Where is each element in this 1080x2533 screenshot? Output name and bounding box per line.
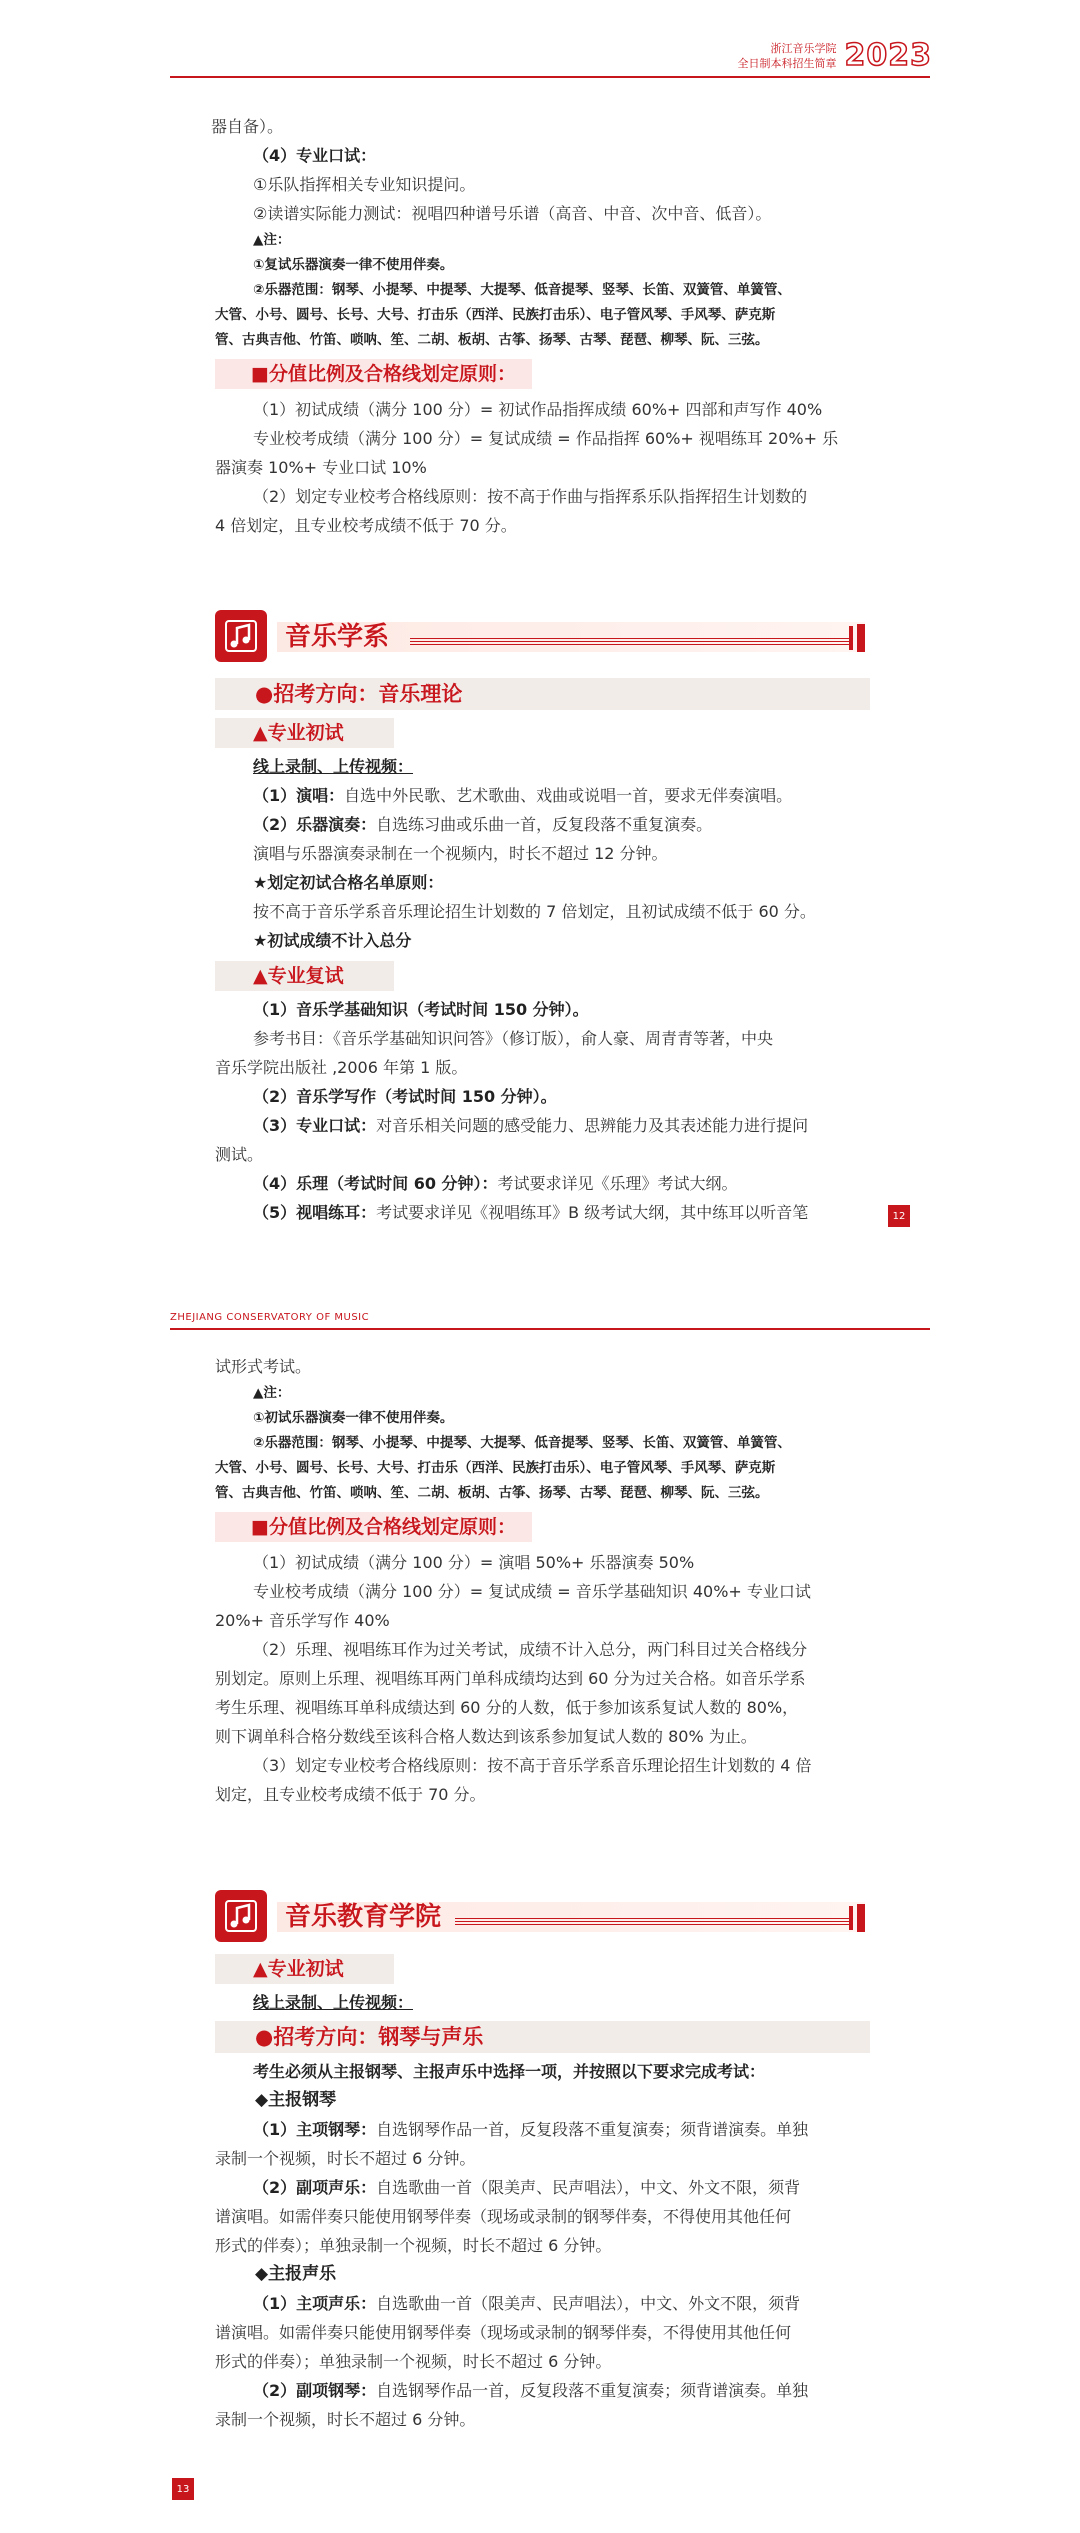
- text-line: 演唱与乐器演奏录制在一个视频内，时长不超过 12 分钟。: [253, 844, 668, 863]
- text-line: ①乐队指挥相关专业知识提问。: [253, 175, 476, 194]
- text-line: （3）划定专业校考合格线原则：按不高于音乐学系音乐理论招生计划数的 4 倍: [253, 1756, 812, 1775]
- text-line: 形式的伴奏）；单独录制一个视频，时长不超过 6 分钟。: [215, 2236, 612, 2255]
- text-line: 录制一个视频，时长不超过 6 分钟。: [215, 2410, 476, 2429]
- prelim-heading: ▲专业初试: [215, 718, 394, 748]
- theory-label: （4）乐理（考试时间 60 分钟）：: [253, 1174, 498, 1193]
- text-line: （1）初试成绩（满分 100 分）= 演唱 50%+ 乐器演奏 50%: [253, 1553, 695, 1572]
- section-title: 音乐学系: [285, 622, 390, 652]
- note-line: 管、古典吉他、竹笛、唢呐、笙、二胡、板胡、古筝、扬琴、古琴、琵琶、柳琴、阮、三弦。: [215, 1485, 769, 1501]
- text-line: 则下调单科合格分数线至该科合格人数达到该系参加复试人数的 80% 为止。: [215, 1727, 757, 1746]
- section-title: 音乐教育学院: [285, 1902, 442, 1932]
- note-line: 管、古典吉他、竹笛、唢呐、笙、二胡、板胡、古筝、扬琴、古琴、琵琶、柳琴、阮、三弦。: [215, 332, 769, 348]
- text-line: 参考书目：《音乐学基础知识问答》（修订版），俞人豪、周青青等著，中央: [253, 1029, 774, 1048]
- main-vocal-text: 自选歌曲一首（限美声、民声唱法），中文、外文不限，须背: [376, 2294, 801, 2313]
- sing-text: 自选中外民歌、艺术歌曲、戏曲或说唱一首，要求无伴奏演唱。: [344, 786, 793, 805]
- music-note-icon: [215, 1890, 267, 1942]
- main-piano-text: 自选钢琴作品一首，反复段落不重复演奏；须背谱演奏。单独: [376, 2120, 809, 2139]
- music-note-icon: [215, 610, 267, 662]
- text-line: 考生乐理、视唱练耳单科成绩达到 60 分的人数，低于参加该系复试人数的 80%，: [215, 1698, 799, 1717]
- text-line: 专业校考成绩（满分 100 分）= 复试成绩 = 音乐学基础知识 40%+ 专业口试: [253, 1582, 811, 1601]
- conducting-section-continued: [211, 112, 870, 540]
- piano-heading: ◆主报钢琴: [255, 2090, 337, 2110]
- prelim-heading: ▲专业初试: [215, 1954, 394, 1984]
- intro-text: 考生必须从主报钢琴、主报声乐中选择一项，并按照以下要求完成考试：: [253, 2062, 766, 2081]
- text-line: （1）音乐学基础知识（考试时间 150 分钟）。: [253, 1000, 589, 1019]
- text-line: 别划定。原则上乐理、视唱练耳两门单科成绩均达到 60 分为过关合格。如音乐学系: [215, 1669, 806, 1688]
- text-line: 器演奏 10%+ 专业口试 10%: [215, 458, 427, 477]
- minor-vocal-text: 自选歌曲一首（限美声、民声唱法），中文、外文不限，须背: [376, 2178, 801, 2197]
- main-piano-label: （1）主项钢琴：: [253, 2120, 377, 2139]
- theory-text: 考试要求详见《乐理》考试大纲。: [497, 1174, 738, 1193]
- musicology-section: [215, 674, 870, 1227]
- musicology-section-continued: [215, 1352, 870, 1809]
- page-number: 12: [888, 1205, 910, 1227]
- note-line: ②乐器范围：钢琴、小提琴、中提琴、大提琴、低音提琴、竖琴、长笛、双簧管、单簧管、: [253, 282, 791, 298]
- minor-piano-text: 自选钢琴作品一首，反复段落不重复演奏；须背谱演奏。单独: [376, 2381, 809, 2400]
- vocal-heading: ◆主报声乐: [255, 2264, 337, 2284]
- direction-heading: ●招考方向：音乐理论: [215, 678, 870, 710]
- ear-label: （5）视唱练耳：: [253, 1203, 377, 1222]
- english-header: ZHEJIANG CONSERVATORY OF MUSIC: [170, 1312, 370, 1323]
- text-line: 专业校考成绩（满分 100 分）= 复试成绩 = 作品指挥 60%+ 视唱练耳 20%+ 乐: [253, 429, 839, 448]
- online-label: 线上录制、上传视频：: [253, 757, 414, 776]
- text-line: 4 倍划定，且专业校考成绩不低于 70 分。: [215, 516, 517, 535]
- minor-vocal-label: （2）副项声乐：: [253, 2178, 377, 2197]
- no-total-note: ★初试成绩不计入总分: [253, 931, 412, 950]
- year-badge: 2023: [844, 38, 932, 73]
- page-13: [0, 1312, 1080, 2533]
- text-line: （2）划定专业校考合格线原则：按不高于作曲与指挥系乐队指挥招生计划数的: [253, 487, 808, 506]
- header-divider: [170, 1328, 930, 1330]
- text-line: 谱演唱。如需伴奏只能使用钢琴伴奏（现场或录制的钢琴伴奏，不得使用其他任何: [215, 2323, 792, 2342]
- text-line: 录制一个视频，时长不超过 6 分钟。: [215, 2149, 476, 2168]
- page-header: [738, 38, 933, 73]
- direction-heading: ●招考方向：钢琴与声乐: [215, 2021, 870, 2053]
- oral-label: （3）专业口试：: [253, 1116, 377, 1135]
- instrument-label: （2）乐器演奏：: [253, 815, 377, 834]
- text-line: （4）专业口试：: [253, 146, 377, 165]
- main-vocal-label: （1）主项声乐：: [253, 2294, 377, 2313]
- note-line: ②乐器范围：钢琴、小提琴、中提琴、大提琴、低音提琴、竖琴、长笛、双簧管、单簧管、: [253, 1435, 791, 1451]
- text-line: 音乐学院出版社 ,2006 年第 1 版。: [215, 1058, 468, 1077]
- text-line: 测试。: [215, 1145, 264, 1164]
- online-label: 线上录制、上传视频：: [253, 1993, 414, 2012]
- brochure-name: 全日制本科招生简章: [737, 56, 837, 70]
- sing-label: （1）演唱：: [253, 786, 345, 805]
- text-line: （2）音乐学写作（考试时间 150 分钟）。: [253, 1087, 557, 1106]
- score-heading: ■分值比例及合格线划定原则：: [215, 359, 532, 389]
- text-line: 划定，且专业校考成绩不低于 70 分。: [215, 1785, 486, 1804]
- text-line: 形式的伴奏）；单独录制一个视频，时长不超过 6 分钟。: [215, 2352, 612, 2371]
- note-line: 大管、小号、圆号、长号、大号、打击乐（西洋、民族打击乐）、电子管风琴、手风琴、萨克斯: [215, 307, 776, 323]
- oral-text: 对音乐相关问题的感受能力、思辨能力及其表述能力进行提问: [376, 1116, 809, 1135]
- note-label: ▲注：: [253, 232, 291, 248]
- rule-text: 按不高于音乐学系音乐理论招生计划数的 7 倍划定，且初试成绩不低于 60 分。: [253, 902, 816, 921]
- section-header-musicology: [215, 610, 875, 660]
- ear-text: 考试要求详见《视唱练耳》B 级考试大纲，其中练耳以听音笔: [376, 1203, 809, 1222]
- music-education-section: [215, 1950, 870, 2434]
- page-number: 13: [172, 2478, 194, 2500]
- score-heading: ■分值比例及合格线划定原则：: [215, 1512, 532, 1542]
- section-header-music-education: [215, 1890, 875, 1940]
- instrument-text: 自选练习曲或乐曲一首，反复段落不重复演奏。: [376, 815, 713, 834]
- note-label: ▲注：: [253, 1385, 291, 1401]
- text-line: ②读谱实际能力测试：视唱四种谱号乐谱（高音、中音、次中音、低音）。: [253, 204, 772, 223]
- text-line: （2）乐理、视唱练耳作为过关考试，成绩不计入总分，两门科目过关合格线分: [253, 1640, 808, 1659]
- text-line: 谱演唱。如需伴奏只能使用钢琴伴奏（现场或录制的钢琴伴奏，不得使用其他任何: [215, 2207, 792, 2226]
- minor-piano-label: （2）副项钢琴：: [253, 2381, 377, 2400]
- text-line: 试形式考试。: [215, 1357, 312, 1376]
- text-line: 20%+ 音乐学写作 40%: [215, 1611, 390, 1630]
- note-line: ①初试乐器演奏一律不使用伴奏。: [253, 1410, 454, 1426]
- note-line: 大管、小号、圆号、长号、大号、打击乐（西洋、民族打击乐）、电子管风琴、手风琴、萨克斯: [215, 1460, 776, 1476]
- header-divider: [170, 76, 930, 78]
- note-line: ①复试乐器演奏一律不使用伴奏。: [253, 257, 454, 273]
- rule-label: ★划定初试合格名单原则：: [253, 873, 444, 892]
- retest-heading: ▲专业复试: [215, 961, 394, 991]
- school-name: 浙江音乐学院: [770, 41, 837, 55]
- text-line: 器自备）。: [211, 117, 284, 136]
- text-line: （1）初试成绩（满分 100 分）= 初试作品指挥成绩 60%+ 四部和声写作 40%: [253, 400, 823, 419]
